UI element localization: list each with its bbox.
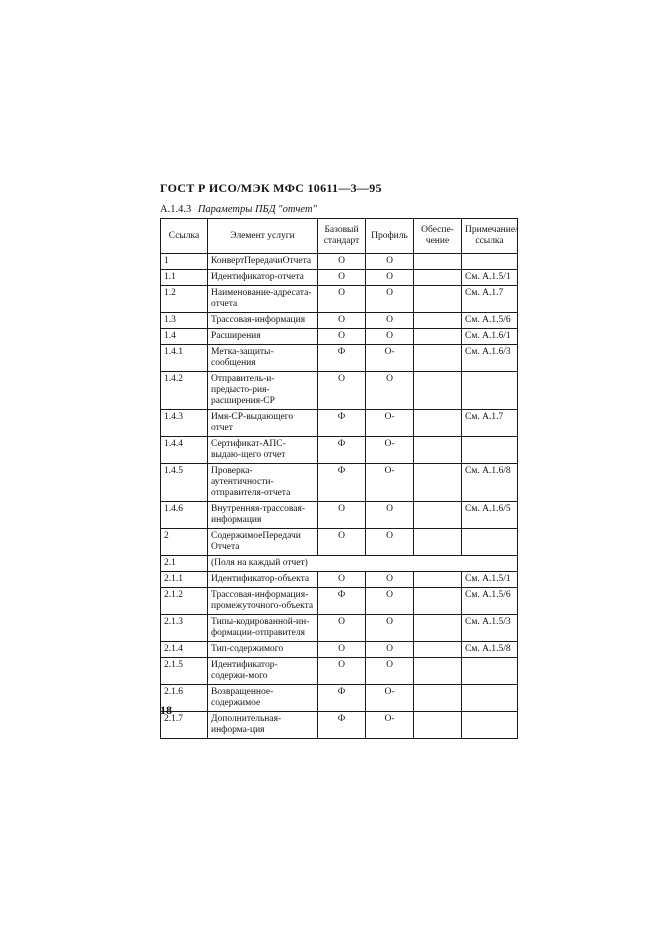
caption-title: Параметры ПБД "отчет": [197, 204, 317, 215]
cell-support: [414, 642, 462, 658]
cell-element: Имя-СР-выдающего отчет: [208, 410, 318, 437]
cell-profile: О-: [366, 464, 414, 502]
cell-ref: 1.2: [161, 286, 208, 313]
cell-profile: О-: [366, 410, 414, 437]
cell-note: См. А.1.5/8: [462, 642, 518, 658]
cell-support: [414, 529, 462, 556]
cell-ref: 1.4.6: [161, 502, 208, 529]
cell-base-standard: Ф: [318, 588, 366, 615]
cell-ref: 1.4.3: [161, 410, 208, 437]
cell-ref: 1.4: [161, 329, 208, 345]
cell-base-standard: О: [318, 529, 366, 556]
cell-ref: 1.4.1: [161, 345, 208, 372]
cell-profile: О: [366, 313, 414, 329]
caption-number: А.1.4.3: [160, 204, 192, 215]
table-row: [161, 313, 518, 329]
cell-element: КонвертПередачиОтчета: [208, 254, 318, 270]
cell-base-standard: Ф: [318, 685, 366, 712]
table-row: [161, 572, 518, 588]
cell-note: [462, 372, 518, 410]
cell-element: Трассовая-информация: [208, 313, 318, 329]
cell-ref: 2.1.2: [161, 588, 208, 615]
cell-base-standard: Ф: [318, 345, 366, 372]
cell-support: [414, 254, 462, 270]
cell-element: Идентификатор-содержи-мого: [208, 658, 318, 685]
cell-profile: О: [366, 615, 414, 642]
cell-element: Трассовая-информация-промежуточного-объекта: [208, 588, 318, 615]
cell-support: [414, 437, 462, 464]
cell-ref: 2.1.6: [161, 685, 208, 712]
cell-base-standard: О: [318, 329, 366, 345]
cell-base-standard: О: [318, 658, 366, 685]
cell-note: См. А.1.7: [462, 286, 518, 313]
table-row: [161, 286, 518, 313]
cell-note: См. А.1.5/3: [462, 615, 518, 642]
cell-ref: 2.1: [161, 556, 208, 572]
cell-note: См. А.1.6/1: [462, 329, 518, 345]
cell-ref: 1: [161, 254, 208, 270]
cell-profile: О-: [366, 437, 414, 464]
cell-support: [414, 313, 462, 329]
table-row: [161, 556, 518, 572]
table-row: [161, 685, 518, 712]
cell-profile: О: [366, 286, 414, 313]
cell-note: [462, 685, 518, 712]
document-header: ГОСТ Р ИСО/МЭК МФС 10611—3—95: [160, 181, 382, 195]
cell-note: См. А.1.6/8: [462, 464, 518, 502]
cell-base-standard: О: [318, 502, 366, 529]
cell-support: [414, 685, 462, 712]
table-row: [161, 658, 518, 685]
cell-base-standard: О: [318, 254, 366, 270]
column-header-note: Примечание/ ссылка: [462, 219, 518, 254]
cell-element: Внутренняя-трассовая-информация: [208, 502, 318, 529]
cell-base-standard: О: [318, 313, 366, 329]
table-row: [161, 437, 518, 464]
cell-note: [462, 529, 518, 556]
cell-base-standard: О: [318, 615, 366, 642]
cell-base-standard: О: [318, 286, 366, 313]
cell-profile: О-: [366, 345, 414, 372]
column-header-element: Элемент услуги: [208, 219, 318, 254]
cell-ref: 2.1.7: [161, 712, 208, 739]
cell-base-standard: Ф: [318, 410, 366, 437]
cell-profile: О: [366, 588, 414, 615]
table-row: [161, 254, 518, 270]
table-row: [161, 529, 518, 556]
cell-profile: О-: [366, 712, 414, 739]
table-row: [161, 615, 518, 642]
cell-element: Расширения: [208, 329, 318, 345]
cell-ref: 2.1.4: [161, 642, 208, 658]
table-row: [161, 712, 518, 739]
table-caption: [160, 204, 317, 215]
cell-element: Идентификатор-отчета: [208, 270, 318, 286]
cell-element: Сертификат-АПС-выдаю-щего отчет: [208, 437, 318, 464]
cell-note: См. А.1.5/1: [462, 270, 518, 286]
cell-profile: О-: [366, 685, 414, 712]
cell-element: Идентификатор-объекта: [208, 572, 318, 588]
cell-support: [414, 410, 462, 437]
table-row: [161, 642, 518, 658]
table-row: [161, 588, 518, 615]
cell-element: (Поля на каждый отчет): [208, 556, 518, 572]
column-header-base-standard: Базовый стандарт: [318, 219, 366, 254]
cell-base-standard: Ф: [318, 712, 366, 739]
cell-base-standard: О: [318, 270, 366, 286]
cell-base-standard: Ф: [318, 464, 366, 502]
cell-ref: 1.4.4: [161, 437, 208, 464]
table-row: [161, 502, 518, 529]
table-row: [161, 345, 518, 372]
cell-element: Дополнительная-информа-ция: [208, 712, 318, 739]
table-body: [161, 254, 518, 739]
cell-base-standard: О: [318, 642, 366, 658]
cell-support: [414, 372, 462, 410]
cell-support: [414, 345, 462, 372]
cell-profile: О: [366, 572, 414, 588]
cell-note: [462, 658, 518, 685]
cell-ref: 1.4.2: [161, 372, 208, 410]
cell-element: Тип-содержимого: [208, 642, 318, 658]
cell-profile: О: [366, 658, 414, 685]
cell-element: Возвращенное-содержимое: [208, 685, 318, 712]
cell-support: [414, 286, 462, 313]
page-number: 18: [160, 703, 172, 717]
cell-profile: О: [366, 529, 414, 556]
cell-support: [414, 572, 462, 588]
table-row: [161, 270, 518, 286]
cell-profile: О: [366, 642, 414, 658]
cell-note: [462, 437, 518, 464]
cell-ref: 2.1.1: [161, 572, 208, 588]
cell-base-standard: О: [318, 372, 366, 410]
cell-note: [462, 712, 518, 739]
cell-profile: О: [366, 329, 414, 345]
cell-profile: О: [366, 372, 414, 410]
cell-element: СодержимоеПередачи Отчета: [208, 529, 318, 556]
cell-note: См. А.1.5/1: [462, 572, 518, 588]
cell-profile: О: [366, 270, 414, 286]
cell-note: См. А.1.7: [462, 410, 518, 437]
cell-support: [414, 329, 462, 345]
column-header-support: Обеспе-чение: [414, 219, 462, 254]
table-row: [161, 410, 518, 437]
parameters-table: [160, 218, 518, 739]
cell-ref: 2: [161, 529, 208, 556]
table-row: [161, 329, 518, 345]
table-header-row: [161, 219, 518, 254]
cell-element: Типы-кодированной-ин-формации-отправителя: [208, 615, 318, 642]
cell-base-standard: О: [318, 572, 366, 588]
cell-support: [414, 712, 462, 739]
cell-note: См. А.1.5/6: [462, 588, 518, 615]
cell-profile: О: [366, 502, 414, 529]
cell-note: [462, 254, 518, 270]
cell-element: Отправитель-и-предысто-рия-расширения-СР: [208, 372, 318, 410]
column-header-profile: Профиль: [366, 219, 414, 254]
cell-support: [414, 270, 462, 286]
cell-ref: 1.1: [161, 270, 208, 286]
cell-support: [414, 502, 462, 529]
cell-element: Наименование-адресата-отчета: [208, 286, 318, 313]
cell-note: См. А.1.6/5: [462, 502, 518, 529]
cell-profile: О: [366, 254, 414, 270]
cell-note: См. А.1.6/3: [462, 345, 518, 372]
cell-support: [414, 464, 462, 502]
column-header-ref: Ссылка: [161, 219, 208, 254]
cell-element: Проверка-аутентичности-отправителя-отчета: [208, 464, 318, 502]
cell-ref: 1.4.5: [161, 464, 208, 502]
table-row: [161, 372, 518, 410]
cell-support: [414, 588, 462, 615]
cell-ref: 2.1.3: [161, 615, 208, 642]
cell-ref: 1.3: [161, 313, 208, 329]
table-row: [161, 464, 518, 502]
cell-base-standard: Ф: [318, 437, 366, 464]
cell-support: [414, 658, 462, 685]
cell-support: [414, 615, 462, 642]
cell-ref: 2.1.5: [161, 658, 208, 685]
cell-element: Метка-защиты-сообщения: [208, 345, 318, 372]
cell-note: См. А.1.5/6: [462, 313, 518, 329]
